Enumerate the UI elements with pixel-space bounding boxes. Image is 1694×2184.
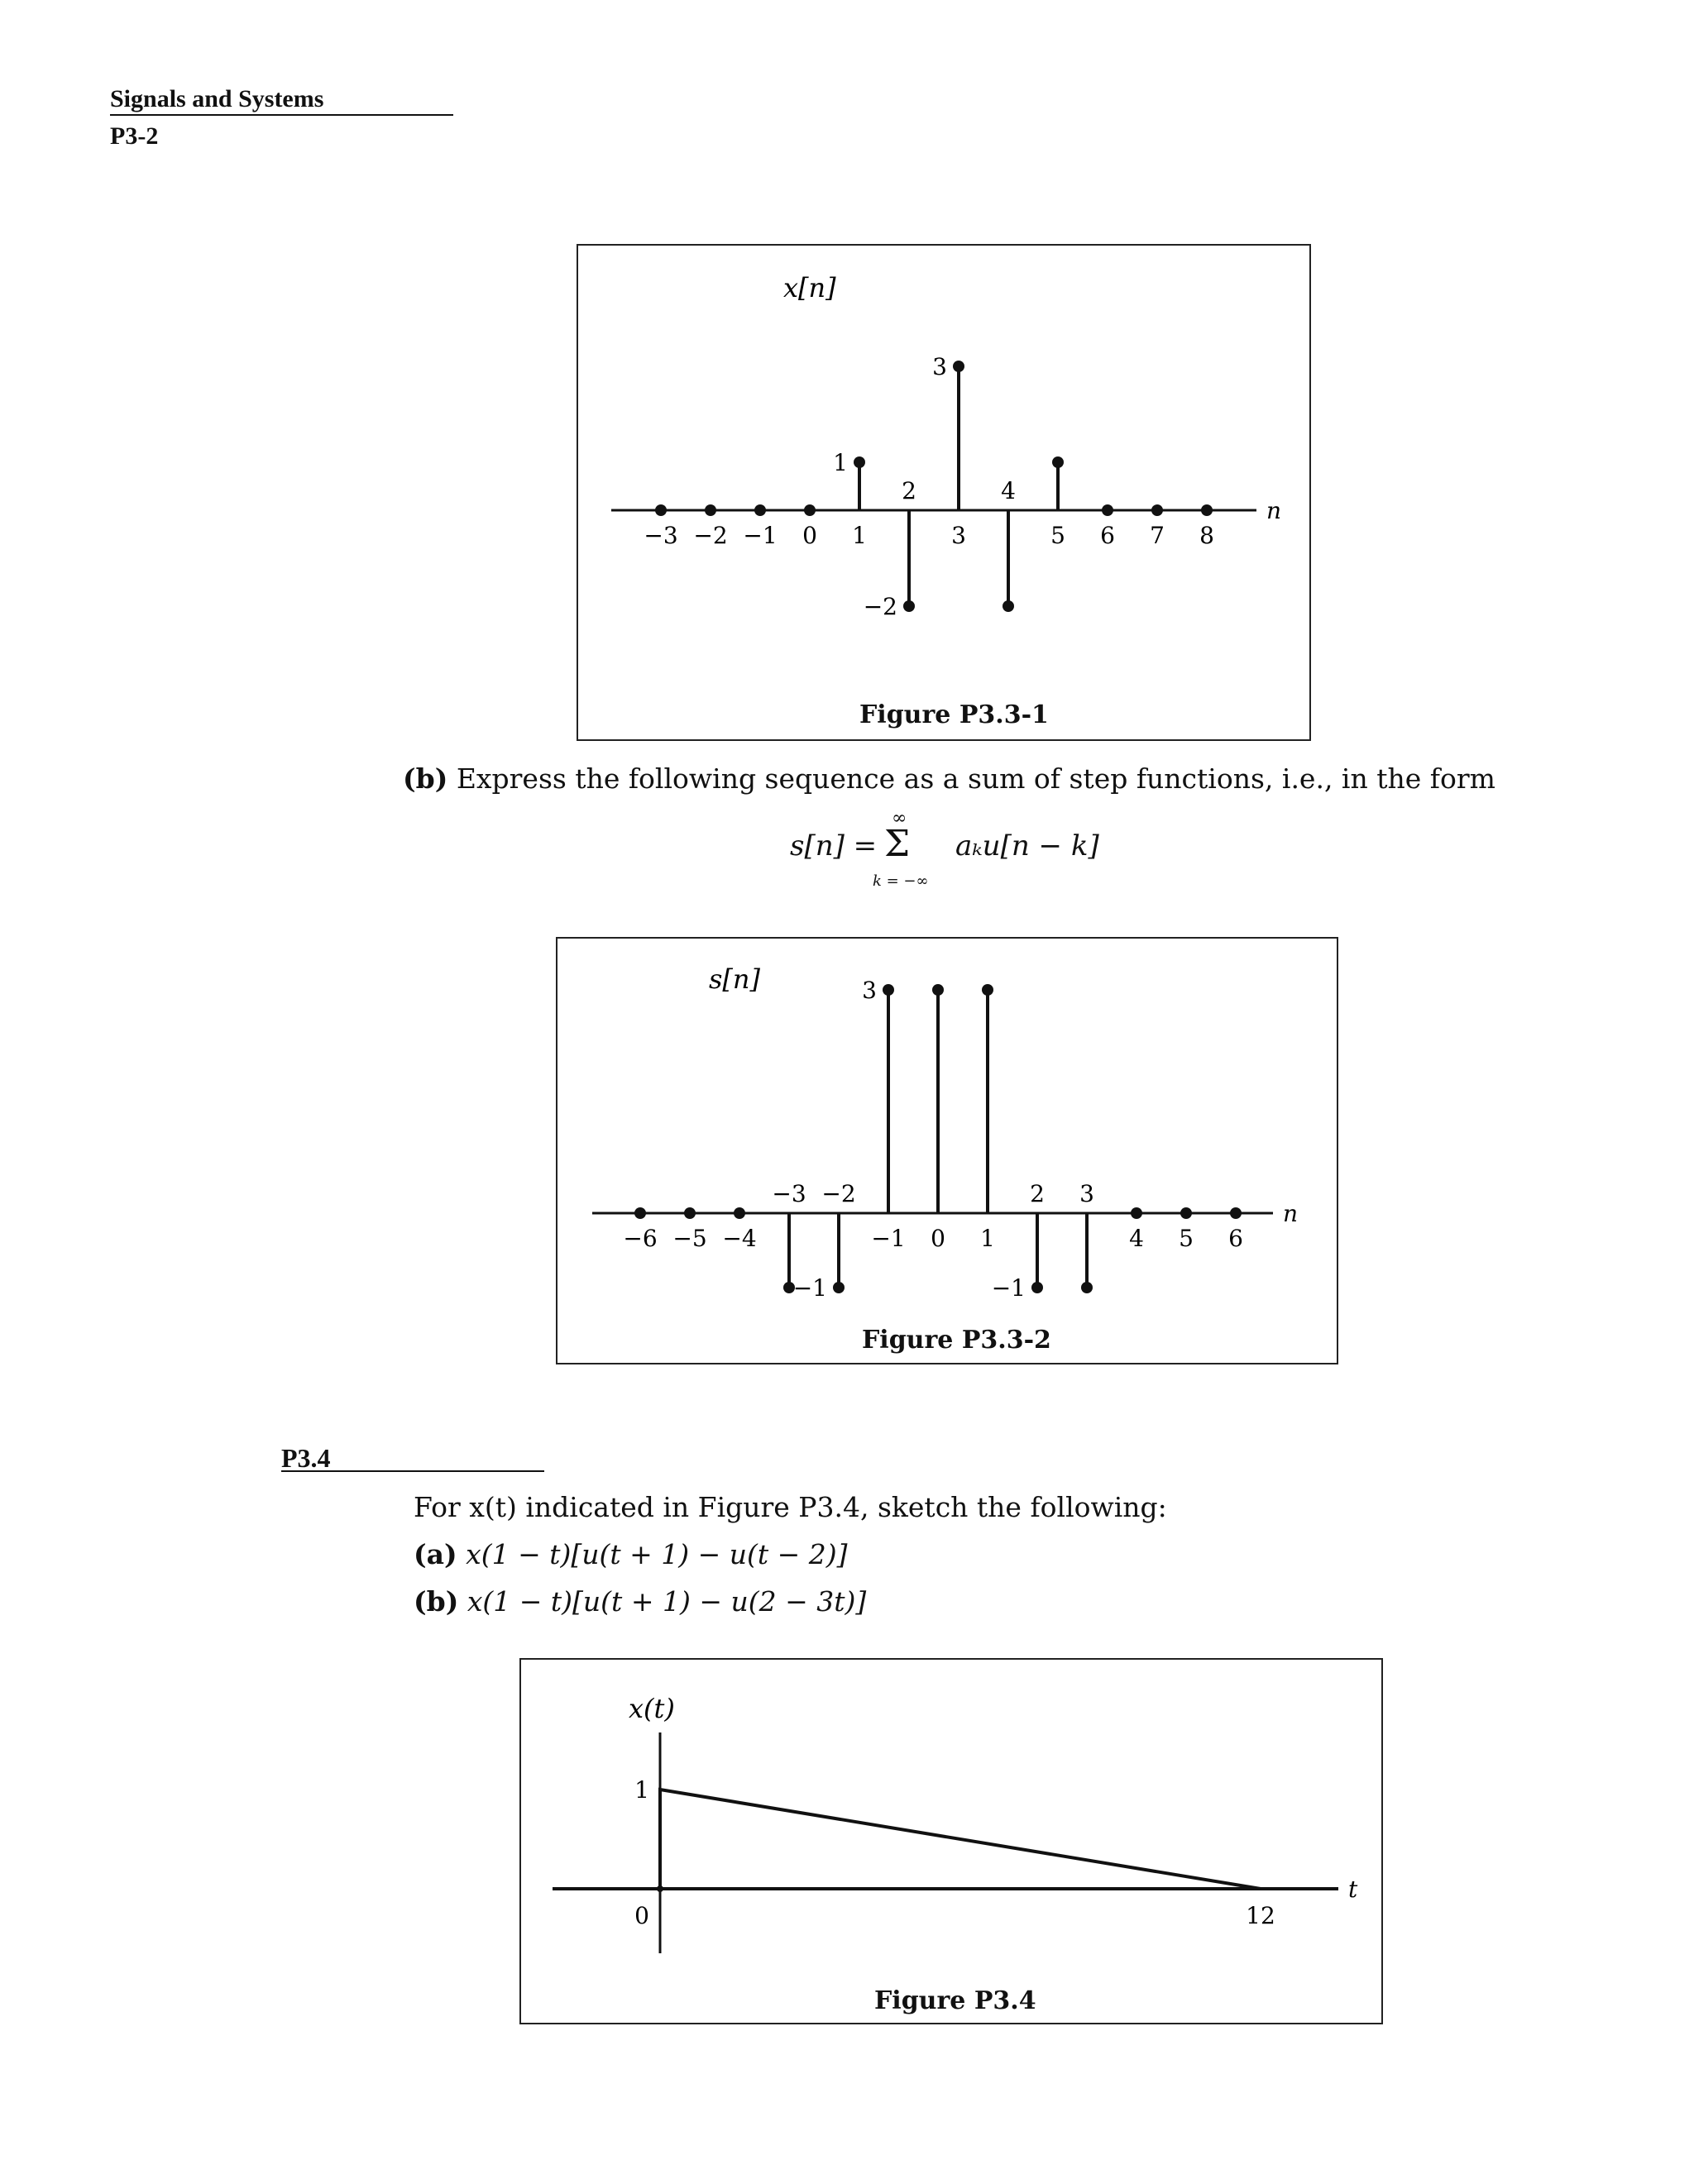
stem-point	[1180, 1207, 1192, 1219]
stem-point	[1081, 1282, 1093, 1293]
y-axis-label: x[n]	[783, 272, 836, 303]
stem-point	[982, 984, 993, 996]
stem-point	[903, 600, 915, 612]
value-label: −1	[792, 1274, 827, 1302]
section-rule	[281, 1470, 544, 1472]
stem-point	[734, 1207, 745, 1219]
tick-label: −4	[722, 1225, 757, 1252]
figure-p3-4	[519, 1658, 1383, 2024]
p34-item-a	[414, 1538, 848, 1570]
stem-point	[854, 456, 865, 468]
stem-point	[1102, 504, 1113, 516]
stem-point	[754, 504, 766, 516]
part-b-label: (b)	[403, 762, 448, 795]
header-rule	[110, 114, 453, 116]
sum-lower-limit: k = −∞	[873, 872, 929, 890]
tick-label: −1	[743, 522, 778, 549]
stem-point	[634, 1207, 646, 1219]
figure-caption: Figure P3.4	[874, 1986, 1036, 2015]
value-label: 3	[862, 977, 877, 1004]
value-label: −1	[991, 1274, 1026, 1302]
stem-point	[1230, 1207, 1242, 1219]
tick-label: 5	[1050, 522, 1065, 549]
sum-term: aₖu[n − k]	[955, 829, 1099, 863]
stem-point	[1031, 1282, 1043, 1293]
stem-point	[705, 504, 716, 516]
tick-label: −3	[772, 1180, 806, 1207]
figure-p3-3-1	[577, 244, 1311, 741]
tick-label: 1	[852, 522, 867, 549]
y-axis-label: x(t)	[629, 1693, 675, 1724]
item-a-expression: x(1 − t)[u(t + 1) − u(t − 2)]	[466, 1538, 848, 1570]
part-b-text	[403, 762, 1495, 795]
stem-point	[684, 1207, 696, 1219]
tick-label: 5	[1179, 1225, 1194, 1252]
tick-label: 1	[980, 1225, 995, 1252]
stem-point	[1131, 1207, 1142, 1219]
value-label: 3	[932, 353, 947, 380]
stem-point	[953, 361, 964, 372]
tick-label: −2	[693, 522, 728, 549]
tick-label: 3	[1079, 1180, 1094, 1207]
y-axis-label: s[n]	[709, 963, 760, 995]
tick-label: 8	[1199, 522, 1214, 549]
tick-label: 4	[1129, 1225, 1144, 1252]
tick-label: 7	[1150, 522, 1165, 549]
tick-label: 2	[902, 477, 916, 504]
tick-label: 6	[1100, 522, 1115, 549]
x-axis-label: n	[1283, 1200, 1299, 1227]
stem-point	[883, 984, 894, 996]
value-label: 1	[833, 449, 848, 476]
x-tick-label: 12	[1246, 1902, 1275, 1929]
page-number: P3-2	[110, 122, 159, 150]
stem-point	[1052, 456, 1064, 468]
x-axis-label: t	[1348, 1876, 1358, 1903]
x-axis-label: n	[1266, 497, 1282, 524]
tick-label: −1	[871, 1225, 906, 1252]
tick-label: 4	[1001, 477, 1016, 504]
tick-label: 0	[802, 522, 817, 549]
item-b-expression: x(1 − t)[u(t + 1) − u(2 − 3t)]	[467, 1585, 867, 1618]
tick-label: 2	[1030, 1180, 1045, 1207]
figure-caption: Figure P3.3-2	[862, 1326, 1051, 1355]
stem-point	[932, 984, 944, 996]
stem-point	[1003, 600, 1014, 612]
tick-label: −6	[623, 1225, 658, 1252]
sum-upper-limit: ∞	[892, 808, 907, 829]
tick-label: −2	[821, 1180, 856, 1207]
item-a-label: (a)	[414, 1538, 457, 1570]
tick-label: 3	[951, 522, 966, 549]
tick-label: −3	[644, 522, 678, 549]
figure-p3-3-2	[556, 937, 1338, 1364]
tick-label: 6	[1228, 1225, 1243, 1252]
stem-point	[1151, 504, 1163, 516]
figure-p3-4-plot	[521, 1660, 1385, 2026]
figure-p3-3-2-plot	[557, 939, 1340, 1366]
sum-equation	[790, 808, 1121, 906]
x-tick-label: 0	[634, 1902, 649, 1929]
item-b-label: (b)	[414, 1585, 459, 1618]
tick-label: −5	[672, 1225, 707, 1252]
p34-item-b	[414, 1585, 866, 1618]
eq-lhs: s[n] =	[790, 829, 878, 863]
y-tick-label: 1	[634, 1776, 649, 1804]
stem-point	[1201, 504, 1213, 516]
tick-label: 0	[931, 1225, 945, 1252]
stem-point	[804, 504, 816, 516]
signal-line	[660, 1790, 1261, 1889]
part-b-instruction: Express the following sequence as a sum of step functions, i.e., in the form	[456, 762, 1495, 795]
section-number: P3.4	[281, 1443, 331, 1473]
figure-p3-3-1-plot	[578, 246, 1313, 743]
p34-intro: For x(t) indicated in Figure P3.4, sketch the following:	[414, 1491, 1167, 1523]
stem-point	[655, 504, 667, 516]
sum-symbol: Σ	[884, 823, 911, 865]
value-label: −2	[863, 593, 897, 620]
stem-point	[833, 1282, 845, 1293]
origin-point	[657, 1885, 663, 1892]
running-header-title: Signals and Systems	[110, 85, 324, 112]
figure-caption: Figure P3.3-1	[859, 700, 1049, 729]
